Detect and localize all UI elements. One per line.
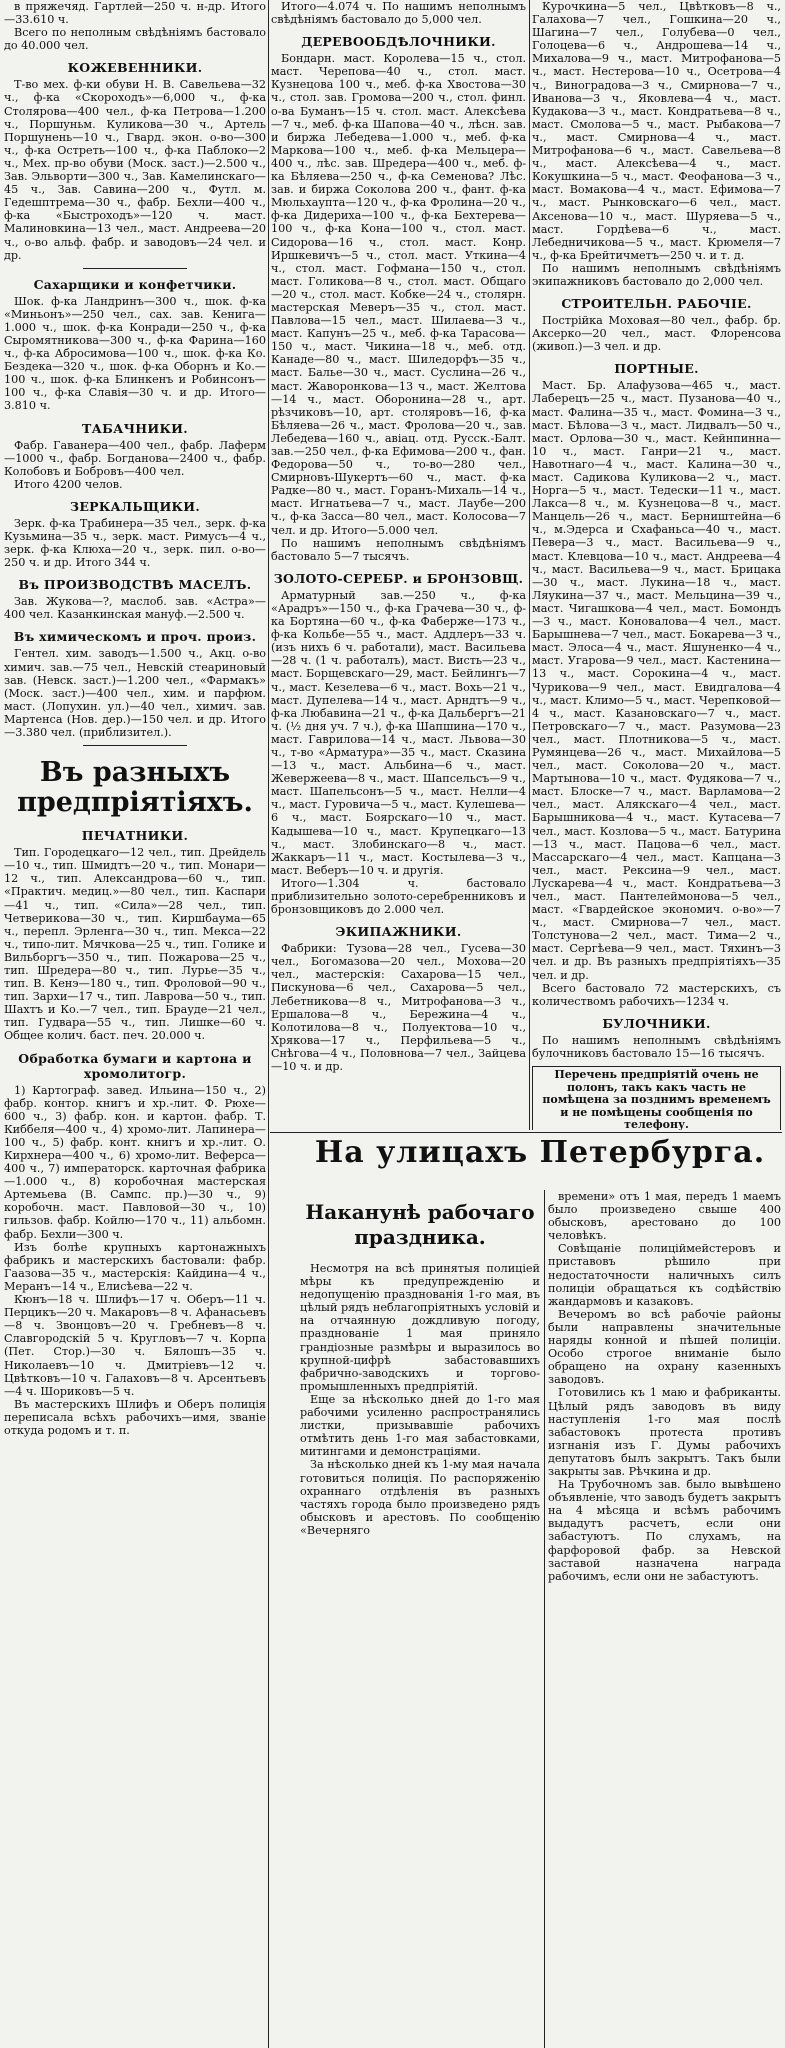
section-heading: БУЛОЧНИКИ. [602,1015,711,1031]
section-heading: ДЕРЕВООБДѢЛОЧНИКИ. [301,34,496,50]
paragraph: По нашимъ неполнымъ свѣдѣніямъ бастовало 5—7 тысячъ. [271,536,526,563]
paragraph: Итого—1.304 ч. бастовало приблизительно золото-серебренниковъ и бронзовщиковъ до 2.000 чел. [271,876,526,917]
paragraph: Изъ болѣе крупныхъ картонажныхъ фабрикъ и мастерскихъ бастовали: фабр. Гаазова—35 ч., мастерскія: Кайдина—4 ч., Меранъ—14 ч., Елисѣева—22 ч. [4,1240,266,1293]
paragraph: Всего по неполным свѣдѣніямъ бастовало до 40.000 чел. [4,26,266,53]
paragraph: Зерк. ф-ка Трабинера—35 чел., зерк. ф-ка Кузьмина—35 ч., зерк. маст. Римусъ—4 ч., зерк. ф-ка Клюха—20 ч., зерк. пил. о-во—250 ч. и др. Итого 344 ч. [4,516,266,570]
paragraph: Еще за нѣсколько дней до 1-го мая рабочими усиленно распространялись листки, призывавшіе рабочихъ отмѣтить день 1-го мая забастовками, митингами и демонстраціями. [300,1392,540,1459]
paragraph: Гентел. хим. заводъ—1.500 ч., Акц. о-во химич. зав.—75 чел., Невскій стеариновый зав. (Невск. заст.)—1.200 чел., «Фармакъ» (Моск. заст.)—400 чел., хим. и парфюм. маст. (Лопухин. ул.)—40 чел., химич. зав. Мартенса (Нов. дер.)—150 чел. и др. Итого—3.380 чел. (приблизител.). [4,647,266,740]
section-heading: ЗОЛОТО-СЕРЕБР. и БРОНЗОВЩ. [273,570,524,586]
paragraph: Шок. ф-ка Ландринъ—300 ч., шок. ф-ка «Миньонъ»—250 чел., сах. зав. Кенига—1.000 ч., шок. ф-ка Конради—250 ч., ф-ка Сыромятникова—300 ч., ф-ка Фарина—160 ч., ф-ка Абросимова—100 ч., шок. ф-ка Ко. Бездека—320 ч., шок. ф-ка Оборнъ и Ко.—100 ч., шок. ф-ка Блинкенъ и Робинсонъ—100 ч., ф-ка Славія—30 ч. и др. Итого—3.810 ч. [4,294,266,413]
section-heading: ПОРТНЫЕ. [614,361,699,377]
section-rule [83,745,188,746]
section-heading: Сахарщики и конфетчики. [33,276,237,292]
paragraph: Бондарн. маст. Королева—15 ч., стол. маст. Черепова—40 ч., стол. маст. Кузнецова 100 ч., меб. ф-ка Хвостова—30 ч., стол. зав. Громова—200 ч., стол. финл. о-ва Буманъ—15 ч. стол. маст. Алексѣева—7 ч., меб. ф-ка Шапова—40 ч., лѣсн. зав. и биржа Лебедева—1.000 ч., меб. ф-ка Маркова—100 ч., меб. ф-ка Мельцера—400 ч., лѣс. зав. Шредера—400 ч., меб. ф-ка Бѣляева—250 ч., ф-ка Семенова? Лѣс. зав. и биржа Соколова 200 ч., фант. ф-ка Мюльхаупта—120 ч., ф-ка Фролина—20 ч., ф-ка Дидериха—100 ч., ф-ка Бехтерева—100 ч., ф-ка Кона—100 ч., стол. маст. Сидорова—16 ч., стол. маст. Конр. Иршкевичъ—5 ч., стол. маст. Уткина—4 ч., стол. маст. Гофмана—150 ч., стол. маст. Голикова—8 ч., стол. маст. Общаго—20 ч., стол. маст. Кобке—24 ч., столярн. мастерская Меверъ—35 ч., стол. маст. Павлова—15 чел., маст. Шилаева—3 ч., маст. Капунъ—25 ч., меб. ф-ка Тарасова—150 ч., маст. Чикина—18 ч., меб. отд. Канаде—80 ч., маст. Шиледорфъ—35 ч., маст. Балье—30 ч., маст. Суслина—26 ч., маст. Жаворонкова—13 ч., маст. Желтова—14 ч., маст. Оборонина—28 ч., арт. рѣзчиковъ—10, арт. столяровъ—16, ф-ка Бѣляева—26 ч., маст. Фролова—20 ч., зав. Лебедева—160 ч., авіац. отд. Русск.-Балт. зав.—250 чел., ф-ка Ефимова—200 ч., фан. Федорова—50 ч., то-во—280 чел., Смирновъ-Шукертъ—60 ч., маст. ф-ка Радке—80 ч., маст. Горанъ-Михаль—14 ч., маст. Игнатьева—7 ч., маст. Лаубе—200 ч., ф-ка Засса—80 чел., маст. Колосова—7 чел. и др. Итого—5.000 чел. [271,52,526,537]
notice-text: Перечень предпріятій очень не полонъ, такъ какъ часть не помѣщена за позднимъ временемъ и не помѣщены сообщенія по телефону. [542,1068,771,1130]
paragraph: Пострійка Моховая—80 чел., фабр. бр. Аксерко—20 чел., маст. Флоренсова (живоп.)—3 чел. и др. [532,314,781,354]
paragraph: Совѣщаніе полиціймейстеровъ и приставовъ рѣшило при недостаточности наличныхъ силъ полиціи обращаться къ содѣйствію жандармовъ и казаковъ. [548,1242,781,1308]
column-divider [529,0,530,1130]
paragraph: Фабрики: Тузова—28 чел., Гусева—30 чел., Богомазова—20 чел., Мохова—20 чел., мастерскія: Сахарова—15 чел., Пискунова—6 чел., Сахарова—5 чел., Лебетникова—8 ч., Митрофанова—3 ч., Ершалова—8 ч., Бережина—4 ч., Колотилова—8 ч., Полуектова—10 ч., Хрякова—17 ч., Перфильева—5 ч., Снѣгова—4 ч., Половнова—7 чел., Зайцева—10 ч. и др. [271,942,526,1074]
section-heading: ЭКИПАЖНИКИ. [335,924,462,940]
notice-box [532,1066,781,1130]
column-left [4,0,266,2048]
article-column-1 [300,1262,540,2048]
paragraph: Курочкина—5 чел., Цвѣтковъ—8 ч., Галахова—7 чел., Гошкина—20 ч., Шагина—7 чел., Голубева—0 чел., Голоцева—6 ч., Андрошева—14 ч., Михалова—9 ч., маст. Митрофанова—5 ч., маст. Нестерова—10 ч., Осетрова—4 ч., Виноградова—3 ч., Смирнова—7 ч., Иванова—3 ч., Яковлева—4 ч., маст. Кудакова—3 ч., маст. Кондратьева—8 ч., маст. Смолова—5 ч., маст. Рыбакова—7 ч., маст. Смирнова—4 ч., маст. Митрофанова—6 ч., маст. Савельева—8 ч., маст. Алексѣева—4 ч., маст. Кокушкина—5 ч., маст. Феофанова—3 ч., маст. Вомакова—4 ч., маст. Ефимова—7 ч., маст. Рынковскаго—6 чел., маст. Аксенова—10 ч., маст. Шуряева—5 ч., маст. Гордѣева—6 ч., маст. Лебедничикова—5 ч., маст. Крюмеля—7 ч., ф-ка Брейтичметъ—250 ч. и т. д. [532,0,781,262]
section-rule [83,268,188,269]
paragraph: По нашимъ неполнымъ свѣдѣніямъ булочниковъ бастовало 15—16 тысячъ. [532,1033,781,1060]
paragraph: Въ мастерскихъ Шлифъ и Оберъ полиція переписала всѣхъ рабочихъ—имя, званіе откуда родомъ и т. п. [4,1397,266,1437]
section-heading: ТАБАЧНИКИ. [82,420,188,436]
paragraph: За нѣсколько дней къ 1-му мая начала готовиться полиція. По распоряженію охраннаго отдѣленія въ разныхъ частяхъ города было произведено рядъ обысковъ и арестовъ. По сообщенію «Вечерняго [300,1458,540,1537]
section-heading: ПЕЧАТНИКИ. [81,828,189,844]
section-heading: СТРОИТЕЛЬН. РАБОЧІЕ. [561,296,752,312]
section-heading: Въ химическомъ и проч. произ. [13,629,257,645]
paragraph: Тип. Городецкаго—12 чел., тип. Дрейдель—10 ч., тип. Шмидтъ—20 ч., тип. Монари—12 ч., тип. Александрова—60 ч., тип. «Практич. медиц.»—80 чел., тип. Каспари—41 ч., тип. «Сила»—28 чел., тип. Четверикова—30 ч., тип. Киршбаума—65 ч., перепл. Эрленга—30 ч., тип. Мекса—22 ч., типо-лит. Мячкова—25 ч., тип. Голике и Вильборгъ—350 ч., тип. Пожарова—25 ч., тип. Шредера—80 ч., тип. Лурье—35 ч., тип. В. Кенэ—180 ч., тип. Фроловой—90 ч., тип. Зархи—17 ч., тип. Лаврова—50 ч., тип. Шахтъ и Ко.—7 чел., тип. Брауде—21 чел., тип. Гудвара—55 ч., тип. Лишке—60 ч. Общее колич. баст. печ. 20.000 ч. [4,846,266,1043]
column-divider [544,1190,545,2048]
article-column-2 [548,1190,781,2048]
paragraph: Несмотря на всѣ принятыя полиціей мѣры къ предупрежденію и недопущенію празднованія 1-го мая, въ цѣлый рядъ неблагопріятныхъ условій и на отчаянную дождливую погоду, празднованіе 1 мая приняло грандіозные размѣры и выразилось во крупной-цифрѣ забастовавшихъ фабрично-заводскихъ и торгово-промышленныхъ предпріятій. [300,1262,540,1393]
article-banner-headline: На улицахъ Петербурга. [314,1135,766,1170]
paragraph: По нашимъ неполнымъ свѣдѣніямъ экипажниковъ бастовало до 2,000 чел. [532,261,781,288]
paragraph: Т-во мех. ф-ки обуви Н. В. Савельева—32 ч., ф-ка «Скороходъ»—6,000 ч., ф-ка Столярова—400 чел., ф-ка Петрова—1.200 ч., Поршуньм. Куликова—30 ч., Артель Поршунень—10 ч., Гвард. экон. о-во—300 ч., ф-ка Остреть—100 ч., ф-ка Паблоко—2 ч., Мех. пр-во обуви (Моск. заст.)—2.500 ч., Зав. Эльворти—300 ч., Зав. Камелинскаго—45 ч., Зав. Савина—200 ч., Футл. м. Гедешптрема—30 ч., фабр. Бехли—400 ч., ф-ка «Быстроходъ»—120 ч. маст. Малиновкина—13 чел., маст. Андреева—20 ч., о-во альф. фабр. и заводовъ—24 чел. и др. [4,78,266,262]
paragraph: Маст. Бр. Алафузова—465 ч., маст. Лаберецъ—25 ч., маст. Пузанова—40 ч., маст. Фалина—35 ч., маст. Фомина—3 ч., маст. Бѣлова—3 ч., маст. Лидвалъ—50 ч., маст. Орлова—30 ч., маст. Кейнпинна—10 ч., маст. Ганри—21 ч., маст. Навотнаго—4 ч., маст. Калина—30 ч., маст. Садикова Куликова—2 ч., маст. Норга—5 ч., маст. Тедески—11 ч., маст. Лакса—8 ч., м. Кузнецова—8 ч., маст. Манцель—26 ч., маст. Берништейна—6 ч., м.Эдерса и Схафаньса—40 ч., маст. Певера—3 ч., маст. Васильева—9 ч., маст. Клевцова—10 ч., маст. Андреева—4 ч., маст. Васильева—9 ч., маст. Брицака—30 ч., маст. Лукина—18 ч., маст. Ляукина—37 ч., маст. Мельцина—39 ч., маст. Чигашкова—4 чел., маст. Бомондъ—3 ч., маст. Коновалова—4 чел., маст. Барышнева—7 чел., маст. Бокарева—3 ч., маст. Элоса—4 ч., маст. Яшуненко—4 ч., маст. Угарова—9 чел., маст. Кастенина—13 ч., маст. Сорокина—4 ч., маст. Чурикова—9 чел., маст. Евидгалова—4 ч., маст. Климо—5 ч., маст. Черепковой—4 ч., маст. Казановскаго—7 ч., маст. Петровскаго—7 ч., маст. Разумова—23 чел., маст. Плотникова—5 ч., маст. Румянцева—26 ч., маст. Михайлова—5 чел., маст. Соколова—20 ч., маст. Мартынова—10 ч., маст. Фудякова—7 ч., маст. Блоске—7 ч., маст. Варламова—2 чел., маст. Алякскаго—4 чел., маст. Барышникова—4 ч., маст. Кутасева—7 чел., маст. Козлова—5 ч., маст. Батурина—13 ч., маст. Пацова—6 чел., маст. Массарскаго—4 чел., маст. Капцана—3 чел., маст. Рексина—9 чел., маст. Лускарева—4 ч., маст. Кондратьева—3 чел., маст. Пантелеймонова—5 чел., маст. «Гвардейское экономич. о-во»—7 ч., маст. Смирнова—7 чел., маст. Толстунова—2 чел., маст. Тима—2 ч., маст. Сергѣева—9 чел., маст. Тяхинъ—3 чел. и др. Въ разныхъ предпріятіяхъ—35 чел. и др. [532,379,781,982]
paragraph: в пряжечяд. Гартлей—250 ч. н-др. Итого—33.610 ч. [4,0,266,27]
paragraph: 1) Картограф. завед. Ильина—150 ч., 2) фабр. контор. книгъ и хр.-лит. Ф. Рюхе—600 ч., 3) фабр. кон. и картон. фабр. Т. Киббеля—400 ч., 4) хромо-лит. Лапинера—100 ч., 5) фабр. конт. книгъ и хр.-лит. О. Кирхнера—400 ч., 6) хромо-лит. Веферса—400 ч., 7) императорск. карточная фабрика—1.000 ч., 8) коробочная мастерская Артемьева (В. Сампс. пр.)—30 ч., 9) коробочн. маст. Павловой—30 ч., 10) гильзов. фабр. Койлю—170 ч., 11) альбомн. фабр. Бехли—300 ч. [4,1083,266,1241]
section-heading: Обработка бумаги и картона и хромолитогр. [18,1050,252,1081]
paragraph: Арматурный зав.—250 ч., ф-ка «Арадръ»—150 ч., ф-ка Грачева—30 ч., ф-ка Бортяна—60 ч., ф-ка Фаберже—173 ч., ф-ка Кольбе—55 ч., маст. Аддлеръ—33 ч. (изъ нихъ 6 ч. работали), маст. Васильева—28 ч. (1 ч. работалъ), маст. Висть—23 ч., маст. Борщевскаго—29, маст. Бейлингь—7 ч., маст. Кезелева—6 ч., маст. Вохь—21 ч., маст. Дупелева—14 ч., маст. Арндтъ—9 ч., ф-ка Любавина—21 ч., ф-ка Дальбергъ—21 ч. (½ дня уч. 7 ч.), ф-ка Шапшина—170 ч., маст. Гаврилова—14 ч., маст. Львова—30 ч., т-во «Арматура»—35 ч., маст. Сказина—13 ч., маст. Альбина—6 ч., маст. Жевержеева—8 ч., маст. Шапсельсъ—9 ч., маст. Шапельсонъ—5 ч., маст. Нелли—4 ч., маст. Гуровича—5 ч., маст. Кулешева—6 ч., маст. Боярскаго—10 ч., маст. Кадышева—10 ч., маст. Крупецкаго—13 ч., маст. Злобинскаго—8 ч., маст. Жаккаръ—11 ч., маст. Костылева—3 ч., маст. Веберъ—10 ч. и другія. [271,588,526,877]
article-subheadline: Наканунѣ рабочаго праздника. [305,1200,535,1249]
column-right [532,0,781,1130]
paragraph: Готовились къ 1 маю и фабриканты. Цѣлый рядъ заводовъ въ виду наступленія 1-го мая послѣ забастовокъ протеста противъ изгнанія изъ Г. Думы рабочихъ депутатовъ былъ закрытъ. Такъ были закрыты зав. Рѣчкина и др. [548,1386,781,1478]
section-heading: ЗЕРКАЛЬЩИКИ. [70,498,200,514]
paragraph: Кюнъ—18 ч. Шлифъ—17 ч. Оберъ—11 ч. Перцикъ—20 ч. Макаровъ—8 ч. Афанасьевъ—8 ч. Звонцовъ—20 ч. Гребневъ—8 ч. Славгородскій 5 ч. Кругловъ—7 ч. Корпа (Пет. Стор.)—30 ч. Бялошъ—35 ч. Николаевъ—10 ч. Дмитріевъ—12 ч. Цвѣтковъ—10 ч. Галаховъ—8 ч. Арсентьевъ—4 ч. Шориковъ—5 ч. [4,1293,266,1398]
paragraph: Вечеромъ во всѣ рабочіе районы были направлены значительные наряды конной и пѣшей полиціи. Особо строгое вниманіе было обращено на охрану казенныхъ заводовъ. [548,1307,781,1387]
paragraph: Всего бастовало 72 мастерскихъ, съ количествомъ рабочихъ—1234 ч. [532,981,781,1008]
section-heading: Въ ПРОИЗВОДСТВѢ МАСЕЛЪ. [18,577,252,593]
large-section-heading: Въ разныхъ предпріятіяхъ. [17,757,253,819]
paragraph: Итого 4200 челов. [14,477,123,491]
column-divider [268,0,269,2048]
paragraph: времени» отъ 1 мая, передъ 1 маемъ было произведено свыше 400 обысковъ, арестовано до 100 человѣкъ. [548,1190,781,1243]
paragraph: Фабр. Гаванера—400 чел., фабр. Лаферм—1000 ч., фабр. Богданова—2400 ч., фабр. Колобовъ и Бобровъ—400 чел. [4,438,266,478]
column-middle [271,0,526,1130]
paragraph: Итого—4.074 ч. По нашимъ неполнымъ свѣдѣніямъ бастовало до 5,000 чел. [271,0,526,27]
section-divider [270,1132,782,1133]
paragraph: Зав. Жукова—?, маслоб. зав. «Астра»—400 чел. Казанкинская мануф.—2.500 ч. [4,595,266,622]
paragraph: На Трубочномъ зав. было вывѣшено объявленіе, что заводъ будетъ закрытъ на 4 мѣсяца и всѣмъ рабочимъ выдадутъ расчетъ, если они забастуютъ. По слухамъ, на фарфоровой фабр. за Невской заставой назначена награда рабочимъ, если они не забастуютъ. [548,1478,781,1583]
section-heading: КОЖЕВЕННИКИ. [67,60,203,76]
